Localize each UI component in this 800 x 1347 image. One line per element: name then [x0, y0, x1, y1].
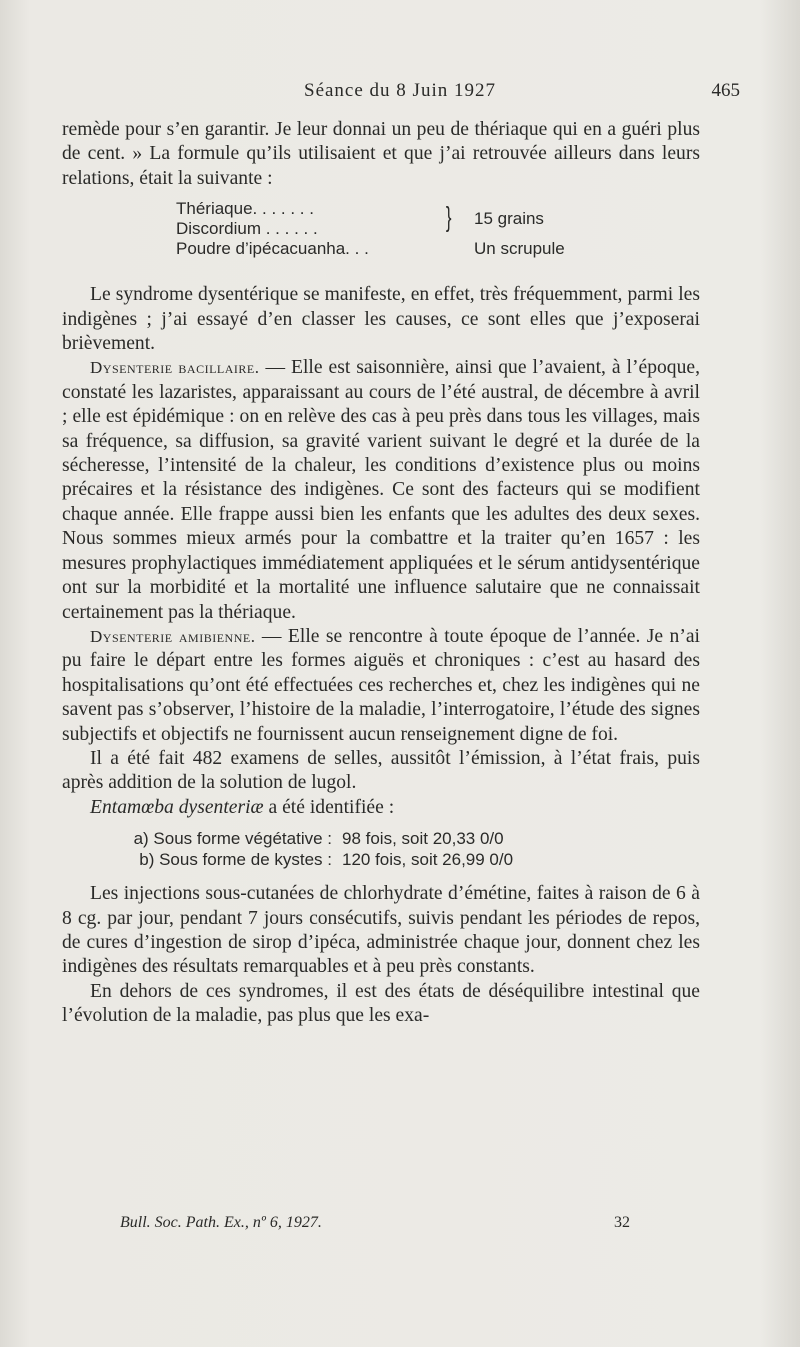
paragraph-entamoeba — [62, 796, 700, 820]
result-row — [62, 849, 700, 870]
page-footer — [120, 1214, 630, 1236]
ingredient-theriaque: Thériaque. . . . . . . — [176, 199, 314, 219]
ingredient-discordium: Discordium . . . . . . — [176, 219, 318, 239]
dose-grains: 15 grains — [474, 209, 544, 229]
dose-scrupule: Un scrupule — [474, 239, 565, 259]
paragraph-desequilibre: En dehors de ces syndromes, il est des états de déséquilibre intestinal que l’évolution de la maladie, pas plus que les exa- — [62, 980, 700, 1027]
paragraph-bacillaire — [62, 356, 700, 624]
paragraph-injections: Les injections sous-cutanées de chlorhydrate d’émétine, faites à raison de 6 à 8 cg. par jour, pendant 7 jours consécutifs, suivis pendant les périodes de repos, de cures d’ingestion de sirop d’ipéca, administrée chaque jour, donnent chez les indigènes des résultats remarquables et à peu près constants. — [62, 883, 700, 978]
result-label: b) Sous forme de kystes : — [139, 850, 332, 870]
paragraph-continuation: remède pour s’en garantir. Je leur donnai un peu de thériaque qui en a guéri plus de cent. » La formule qu’ils utilisaient et que j’ai retrouvée ailleurs dans leurs relations, était la suivante : — [62, 119, 700, 189]
ingredient-ipecacuanha: Poudre d’ipécacuanha. . . — [176, 239, 369, 259]
journal-citation: Bull. Soc. Path. Ex., nº 6, 1927. — [120, 1214, 322, 1231]
section-heading-bacillaire: Dysenterie bacillaire. — [90, 358, 260, 378]
exam-results — [62, 828, 700, 870]
paragraph-amibienne — [62, 625, 700, 747]
paragraph-syndrome: Le syndrome dysentérique se manifeste, en effet, très fréquemment, parmi les indigènes ; j’ai essayé d’en classer les causes, ce sont elles que j’exposerai brièvement. — [62, 284, 700, 355]
text-entamoeba: a été identifiée : — [263, 796, 395, 818]
recipe-formula — [62, 197, 700, 275]
section-heading-amibienne: Dysenterie amibienne. — [90, 626, 256, 646]
page-header — [60, 80, 740, 110]
text-bacillaire: — Elle est saisonnière, ainsi que l’avaient, à l’époque, constaté les lazaristes, apparaissant au cours de l’été austral, de décembre à avril ; elle est épidémique : on en relève des cas à peu près dans tous les villages, mais sa fréquence, sa diffusion, sa gravité varient suivant le degré et la durée de la sécheresse, l’intensité de la chaleur, les conditions d’existence plus ou moins précaires et la résistance des indigènes. Ce sont des facteurs qui se modifient chaque année. Elle frappe aussi bien les enfants que les adultes des deux sexes. Nous sommes mieux armés pour la combattre et la traiter qu’en 1657 : les mesures prophylactiques immédiatement appliquées et le sérum antidysentérique ont sur la morbidité et la mortalité une influence salutaire que ne connaissait certainement pas la thériaque. — [62, 357, 700, 623]
result-value: 120 fois, soit 26,99 0/0 — [342, 850, 514, 870]
text-amibienne: — Elle se rencontre à toute époque de l’année. Je n’ai pu faire le départ entre les formes aiguës et chroniques : c’est au hasard des hospitalisations qu’ont été effectuées ces recherches et, chez les indigènes qui ne savent pas s’observer, l’histoire de la maladie, l’interrogatoire, l’étude des signes subjectifs et objectifs ne fournissent aucun renseignement digne de foi. — [62, 625, 700, 745]
paragraph-examens: Il a été fait 482 examens de selles, aussitôt l’émission, à l’état frais, puis après addition de la solution de lugol. — [62, 747, 700, 794]
species-name: Entamœba dysenteriæ — [90, 796, 264, 818]
result-row — [62, 828, 700, 849]
page-body — [62, 118, 700, 1029]
signature-mark: 32 — [614, 1214, 630, 1231]
page-number: 465 — [711, 80, 740, 101]
brace-symbol: } — [445, 201, 452, 233]
ingredient-list — [176, 199, 436, 259]
running-head: Séance du 8 Juin 1927 — [304, 80, 496, 101]
result-label: a) Sous forme végétative : — [133, 829, 332, 849]
result-value: 98 fois, soit 20,33 0/0 — [342, 829, 504, 849]
